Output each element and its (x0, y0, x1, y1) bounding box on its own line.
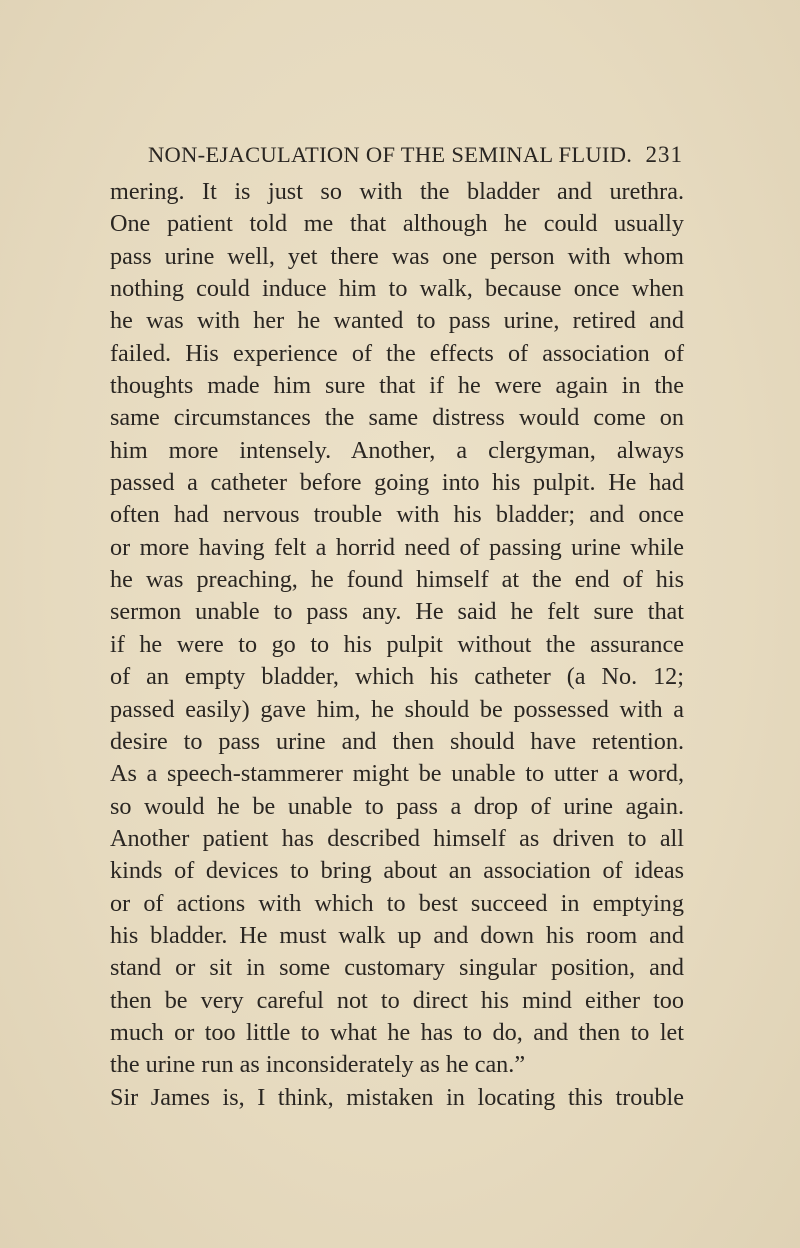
text-line: pass urine well, yet there was one person with whom (110, 242, 684, 270)
text-line: his bladder. He must walk up and down his room and (110, 921, 684, 949)
text-line: of an empty bladder, which his catheter (a No. 12; (110, 663, 684, 691)
chapter-title: NON-EJACULATION OF THE SEMINAL FLUID. (148, 142, 633, 167)
page-number: 231 (645, 142, 683, 167)
text-line: stand or sit in some customary singular position, and (110, 954, 684, 982)
text-line: failed. His experience of the effects of association of (110, 339, 684, 367)
text-line: kinds of devices to bring about an association of ideas (110, 857, 684, 885)
text-line: sermon unable to pass any. He said he felt sure that (110, 598, 684, 626)
running-head (148, 142, 683, 168)
text-line: One patient told me that although he could usually (110, 210, 684, 238)
text-line: same circumstances the same distress would come on (110, 404, 684, 432)
text-line: he was with her he wanted to pass urine, retired and (110, 307, 684, 335)
text-line: As a speech-stammerer might be unable to utter a word, (110, 760, 684, 788)
text-line: often had nervous trouble with his bladder; and once (110, 501, 684, 529)
text-line: or more having felt a horrid need of passing urine while (110, 533, 684, 561)
text-line: if he were to go to his pulpit without the assurance (110, 630, 684, 658)
text-line: Sir James is, I think, mistaken in locating this trouble (110, 1083, 684, 1111)
text-line: or of actions with which to best succeed in emptying (110, 889, 684, 917)
text-line: nothing could induce him to walk, because once when (110, 275, 684, 303)
text-line: then be very careful not to direct his mind either too (110, 986, 684, 1014)
text-line: passed a catheter before going into his pulpit. He had (110, 469, 684, 497)
text-line: thoughts made him sure that if he were again in the (110, 372, 684, 400)
text-line: passed easily) gave him, he should be possessed with a (110, 695, 684, 723)
text-line: desire to pass urine and then should have retention. (110, 727, 684, 755)
text-line: the urine run as inconsiderately as he can.” (110, 1051, 526, 1079)
text-line: so would he be unable to pass a drop of urine again. (110, 792, 684, 820)
text-line: Another patient has described himself as driven to all (110, 824, 684, 852)
text-line: he was preaching, he found himself at the end of his (110, 566, 684, 594)
text-line: him more intensely. Another, a clergyman, always (110, 436, 684, 464)
text-line: mering. It is just so with the bladder and urethra. (110, 178, 684, 205)
text-line: much or too little to what he has to do, and then to let (110, 1018, 684, 1046)
body-text (110, 176, 684, 1114)
